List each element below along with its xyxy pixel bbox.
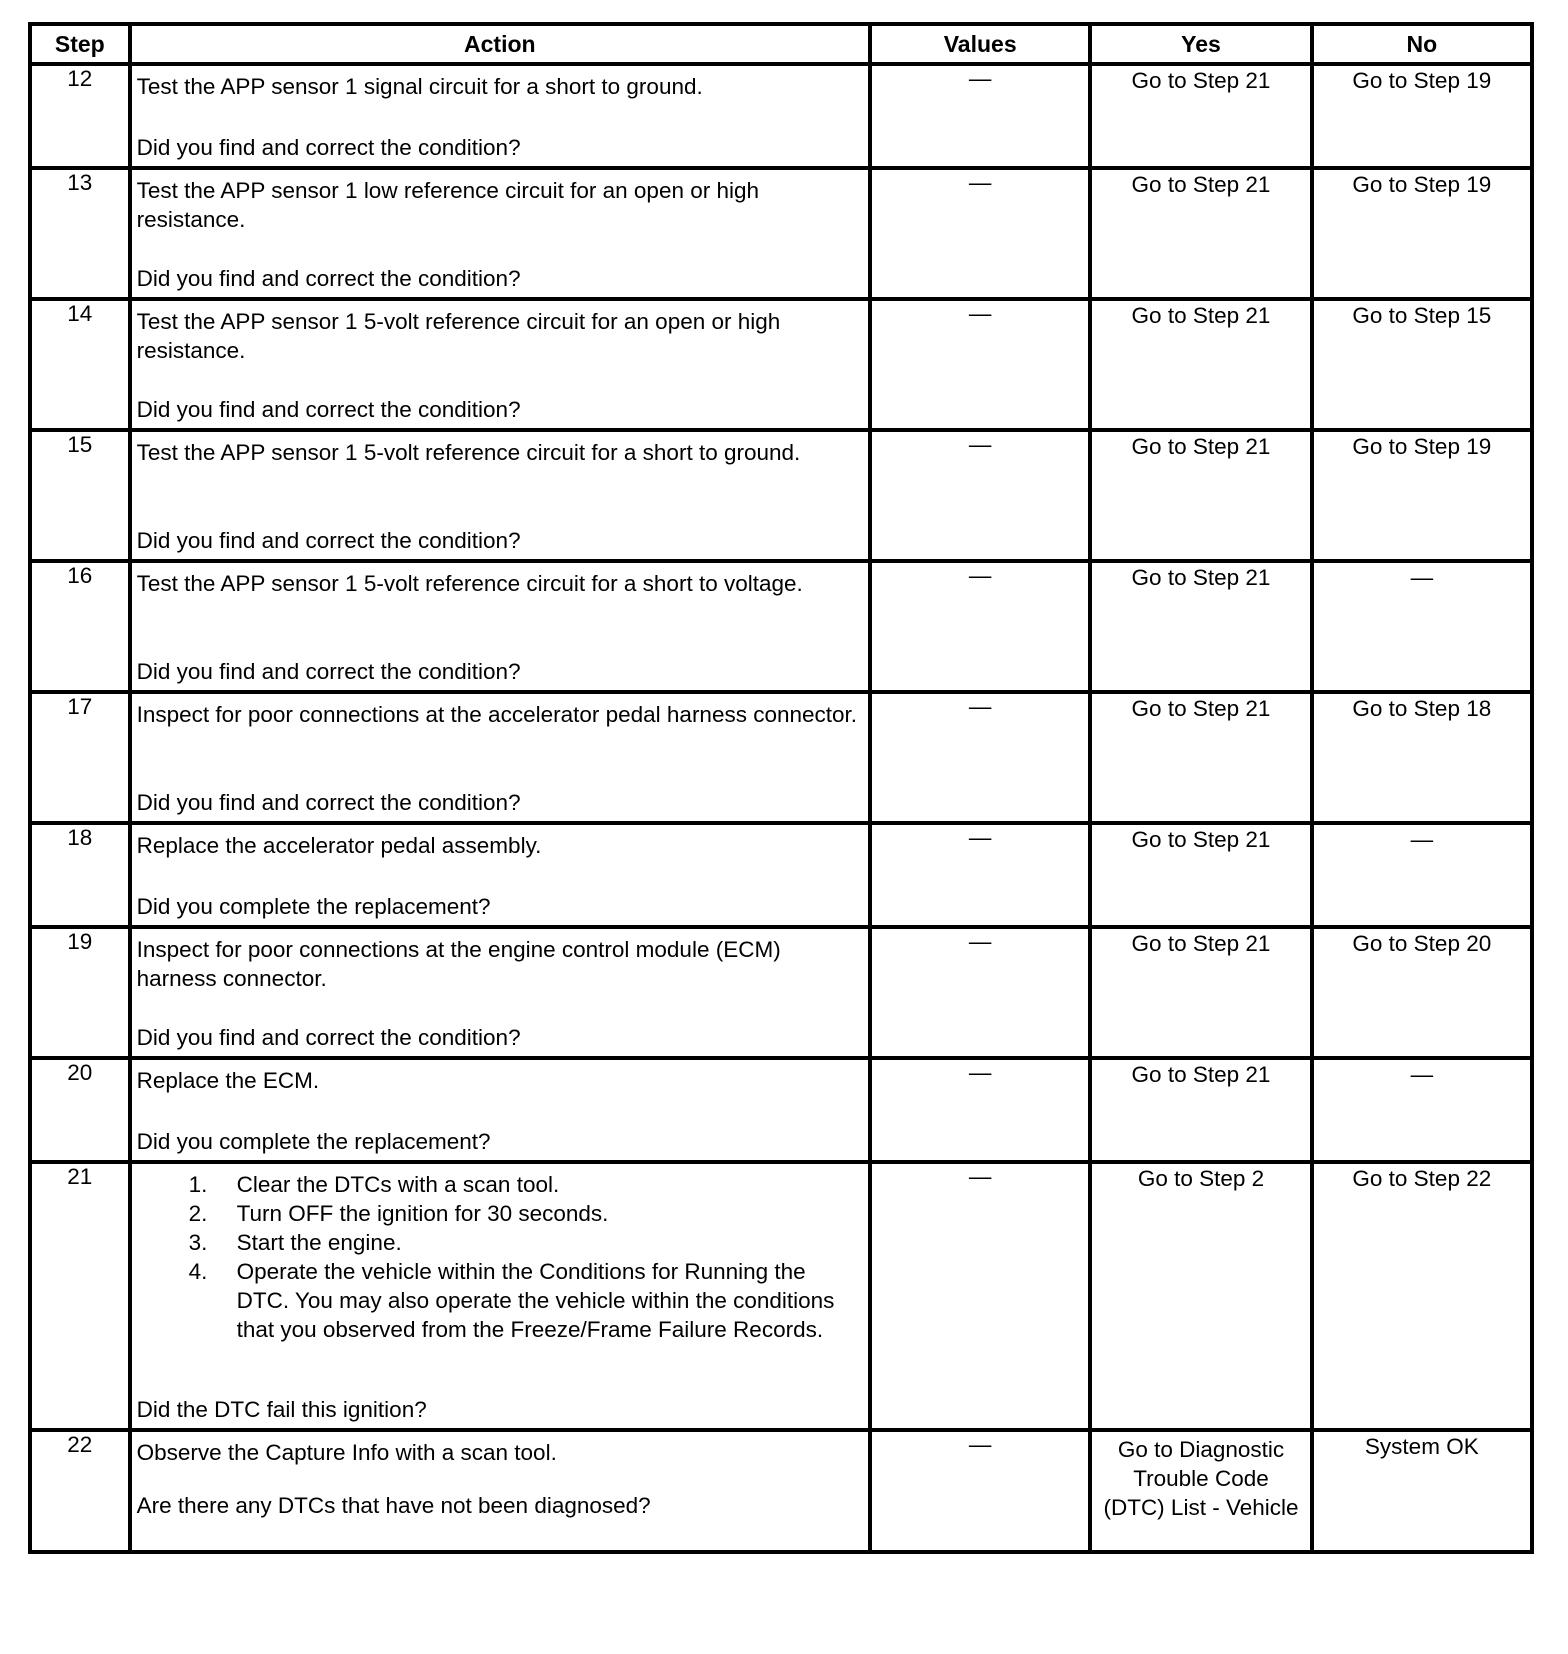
no-result: Go to Step 20 (1352, 931, 1492, 956)
yes-cell (1090, 1430, 1311, 1552)
step-number: 18 (30, 823, 130, 927)
table-row (30, 561, 1532, 692)
action-cell (130, 1162, 870, 1430)
header-yes: Yes (1090, 24, 1311, 64)
no-result: Go to Step 19 (1352, 434, 1492, 459)
no-result: Go to Step 15 (1352, 303, 1492, 328)
values-cell: — (870, 1058, 1090, 1162)
diagnostic-table (28, 22, 1534, 1554)
no-cell (1312, 1430, 1532, 1552)
step-number: 17 (30, 692, 130, 823)
table-row (30, 927, 1532, 1058)
action-text: Replace the accelerator pedal assembly. (136, 833, 542, 858)
no-cell (1312, 692, 1532, 823)
list-item (137, 1228, 864, 1257)
table-row (30, 64, 1532, 168)
no-result: — (1410, 827, 1434, 852)
table-row (30, 299, 1532, 430)
yes-cell (1090, 823, 1311, 927)
step-number: 22 (30, 1430, 130, 1552)
yes-result: Go to Step 21 (1131, 931, 1271, 956)
action-question: Did you find and correct the condition? (136, 135, 521, 160)
yes-cell (1090, 64, 1311, 168)
table-row (30, 692, 1532, 823)
step-number: 13 (30, 168, 130, 299)
action-question: Did you find and correct the condition? (136, 397, 521, 422)
no-cell (1312, 561, 1532, 692)
action-text: Test the APP sensor 1 low reference circuit for an open or high resistance. (136, 178, 760, 232)
step-number: 19 (30, 927, 130, 1058)
no-cell (1312, 430, 1532, 561)
values-cell: — (870, 1430, 1090, 1552)
header-action: Action (130, 24, 870, 64)
action-text: Test the APP sensor 1 5-volt reference circuit for an open or high resistance. (136, 309, 781, 363)
no-result: Go to Step 19 (1352, 172, 1492, 197)
header-no: No (1312, 24, 1532, 64)
action-question: Did you find and correct the condition? (136, 659, 521, 684)
action-question: Did you complete the replacement? (136, 1129, 491, 1154)
no-result: Go to Step 22 (1352, 1166, 1492, 1191)
step-number: 20 (30, 1058, 130, 1162)
action-question: Did you find and correct the condition? (136, 528, 521, 553)
table-row (30, 430, 1532, 561)
yes-result: Go to Step 21 (1131, 696, 1271, 721)
values-cell: — (870, 299, 1090, 430)
action-cell (130, 430, 870, 561)
yes-cell (1090, 927, 1311, 1058)
action-question: Did you find and correct the condition? (136, 266, 521, 291)
header-row (30, 24, 1532, 64)
values-cell: — (870, 430, 1090, 561)
table-row (30, 1430, 1532, 1552)
yes-cell (1090, 692, 1311, 823)
action-question: Did you complete the replacement? (136, 894, 491, 919)
list-item (137, 1199, 864, 1228)
action-cell (130, 168, 870, 299)
yes-result: Go to Diagnostic Trouble Code (DTC) List - Vehicle (1103, 1437, 1299, 1520)
no-cell (1312, 168, 1532, 299)
yes-result: Go to Step 21 (1131, 565, 1271, 590)
values-cell: — (870, 927, 1090, 1058)
values-cell: — (870, 823, 1090, 927)
list-item-text: Clear the DTCs with a scan tool. (236, 1172, 560, 1197)
action-question: Did you find and correct the condition? (136, 790, 521, 815)
step-number: 21 (30, 1162, 130, 1430)
yes-cell (1090, 561, 1311, 692)
action-text: Inspect for poor connections at the engine control module (ECM) harness connector. (136, 937, 781, 991)
no-cell (1312, 823, 1532, 927)
values-cell: — (870, 692, 1090, 823)
action-question: Did you find and correct the condition? (136, 1025, 521, 1050)
action-text: Test the APP sensor 1 5-volt reference circuit for a short to voltage. (136, 571, 803, 596)
values-cell: — (870, 1162, 1090, 1430)
action-text: Observe the Capture Info with a scan tool. (136, 1440, 557, 1465)
list-item (137, 1257, 864, 1344)
header-step: Step (30, 24, 130, 64)
action-cell (130, 1058, 870, 1162)
yes-result: Go to Step 21 (1131, 1062, 1271, 1087)
action-text: Replace the ECM. (136, 1068, 320, 1093)
list-item-number: 2. (188, 1201, 208, 1226)
list-item-number: 1. (188, 1172, 208, 1197)
yes-cell (1090, 1162, 1311, 1430)
action-cell (130, 561, 870, 692)
action-step-list (137, 1170, 864, 1344)
action-cell (130, 927, 870, 1058)
list-item-number: 4. (188, 1259, 208, 1284)
no-cell (1312, 64, 1532, 168)
no-result: — (1410, 565, 1434, 590)
no-result: System OK (1364, 1434, 1479, 1459)
yes-cell (1090, 430, 1311, 561)
yes-result: Go to Step 2 (1137, 1166, 1265, 1191)
no-cell (1312, 927, 1532, 1058)
values-cell: — (870, 64, 1090, 168)
step-number: 12 (30, 64, 130, 168)
action-question: Did the DTC fail this ignition? (136, 1397, 427, 1422)
no-cell (1312, 1162, 1532, 1430)
list-item-text: Operate the vehicle within the Conditions for Running the DTC. You may also operate the vehicle within the conditions that you observed from the Freeze/Frame Failure Records. (236, 1259, 835, 1342)
yes-result: Go to Step 21 (1131, 434, 1271, 459)
no-result: Go to Step 19 (1352, 68, 1492, 93)
no-result: Go to Step 18 (1352, 696, 1492, 721)
list-item-text: Start the engine. (236, 1230, 402, 1255)
action-text: Test the APP sensor 1 signal circuit for a short to ground. (136, 74, 703, 99)
values-cell: — (870, 168, 1090, 299)
values-cell: — (870, 561, 1090, 692)
table-row (30, 1162, 1532, 1430)
action-list-wrap (132, 1164, 868, 1344)
step-number: 15 (30, 430, 130, 561)
no-cell (1312, 1058, 1532, 1162)
action-cell (130, 823, 870, 927)
table-row (30, 1058, 1532, 1162)
yes-result: Go to Step 21 (1131, 303, 1271, 328)
yes-result: Go to Step 21 (1131, 827, 1271, 852)
step-number: 16 (30, 561, 130, 692)
action-question: Are there any DTCs that have not been diagnosed? (136, 1493, 651, 1518)
list-item-number: 3. (188, 1230, 208, 1255)
yes-result: Go to Step 21 (1131, 68, 1271, 93)
action-text: Inspect for poor connections at the accelerator pedal harness connector. (136, 702, 858, 727)
table-row (30, 168, 1532, 299)
yes-cell (1090, 1058, 1311, 1162)
yes-cell (1090, 168, 1311, 299)
action-cell (130, 692, 870, 823)
action-cell (130, 64, 870, 168)
yes-cell (1090, 299, 1311, 430)
no-result: — (1410, 1062, 1434, 1087)
action-text: Test the APP sensor 1 5-volt reference circuit for a short to ground. (136, 440, 801, 465)
action-cell (130, 1430, 870, 1552)
header-values: Values (870, 24, 1090, 64)
list-item (137, 1170, 864, 1199)
list-item-text: Turn OFF the ignition for 30 seconds. (236, 1201, 609, 1226)
no-cell (1312, 299, 1532, 430)
action-cell (130, 299, 870, 430)
table-row (30, 823, 1532, 927)
yes-result: Go to Step 21 (1131, 172, 1271, 197)
step-number: 14 (30, 299, 130, 430)
